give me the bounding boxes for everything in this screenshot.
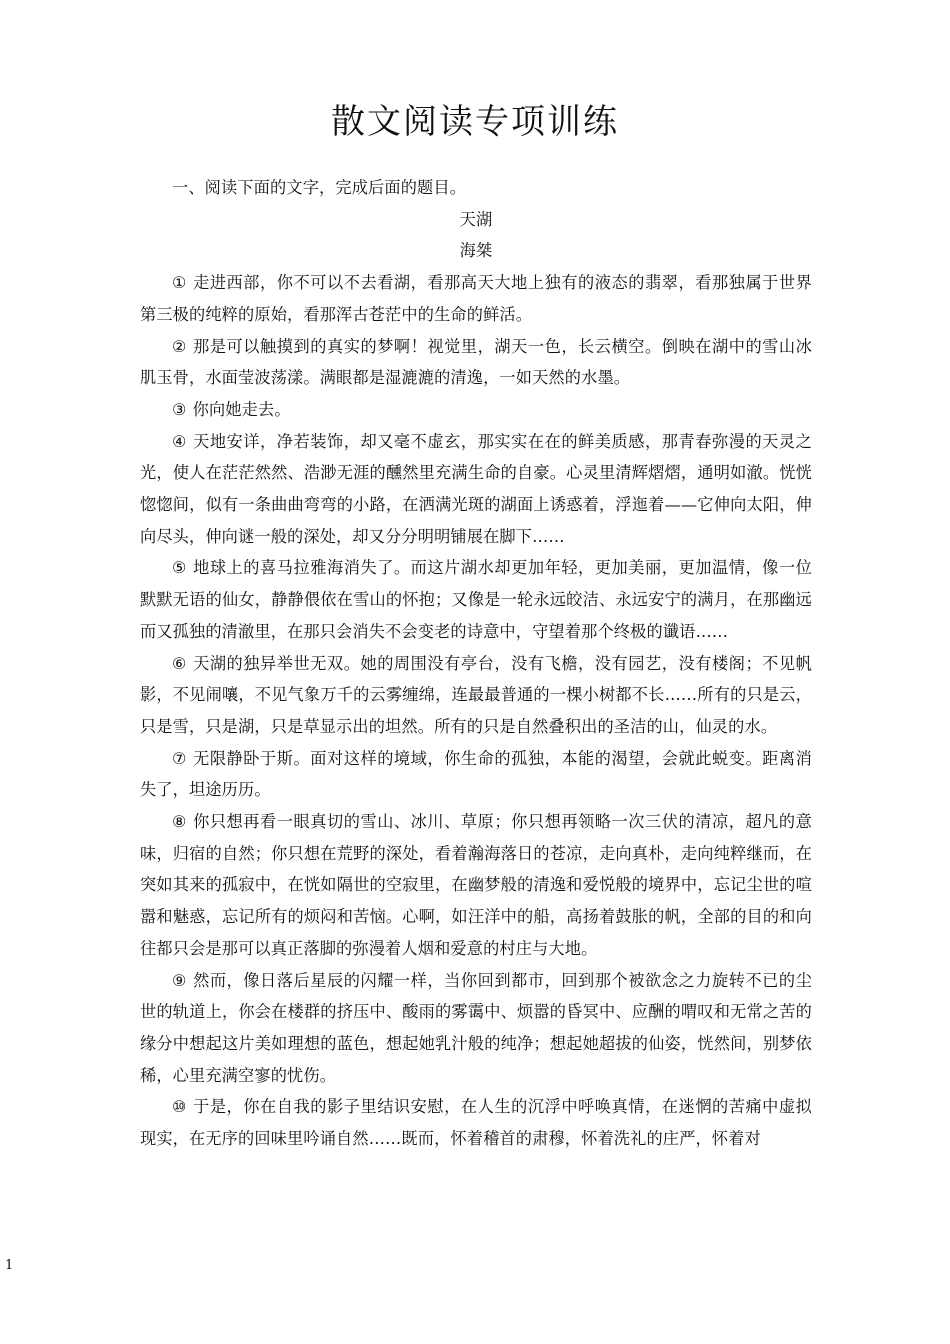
paragraph-text: 然而，像日落后星辰的闪耀一样，当你回到都市，回到那个被欲念之力旋转不已的尘世的轨道上，你会在楼群的挤压中、酸雨的雾霭中、烦嚣的昏冥中、应酬的喟叹和无常之苦的缘分中想起这片美如理想的蓝色，想起她乳汁般的纯净；想起她超拔的仙姿，恍然间，别梦依稀，心里充满空寥的忧伤。 <box>140 970 812 1085</box>
paragraph-number: ⑦ <box>172 748 188 768</box>
paragraph-5 <box>140 552 812 647</box>
paragraph-text: 天湖的独异举世无双。她的周围没有亭台，没有飞檐，没有园艺，没有楼阁；不见帆影，不见闹嚷，不见气象万千的云雾缠绵，连最最普通的一棵小树都不长……所有的只是云，只是雪，只是湖，只是草显示出的坦然。所有的只是自然叠积出的圣洁的山，仙灵的水。 <box>140 653 812 736</box>
paragraph-1 <box>140 267 812 330</box>
paragraph-number: ③ <box>172 399 187 419</box>
paragraph-9 <box>140 965 812 1092</box>
paragraph-number: ① <box>172 273 188 293</box>
essay-author: 海桀 <box>459 241 493 261</box>
paragraph-text: 天地安详，净若装饰，却又毫不虚玄，那实实在在的鲜美质感，那青春弥漫的天灵之光，使人在茫茫然然、浩渺无涯的醺然里充满生命的自豪。心灵里清辉熠熠，通明如澈。恍恍惚惚间，似有一条曲曲弯弯的小路，在洒满光斑的湖面上诱惑着，浮迤着——它伸向太阳，伸向尽头，伸向谜一般的深处，却又分分明明铺展在脚下…… <box>140 431 812 546</box>
paragraph-text: 于是，你在自我的影子里结识安慰，在人生的沉浮中呼唤真情，在迷惘的苦痛中虚拟现实，在无序的回味里吟诵自然……既而，怀着稽首的肃穆，怀着洗礼的庄严，怀着对 <box>140 1097 812 1149</box>
paragraph-8 <box>140 806 812 965</box>
paragraph-10 <box>140 1091 812 1154</box>
paragraph-number: ⑩ <box>172 1097 188 1117</box>
paragraph-2 <box>140 331 812 394</box>
paragraph-text: 你只想再看一眼真切的雪山、冰川、草原；你只想再领略一次三伏的清凉，超凡的意味，归宿的自然；你只想在荒野的深处，看着瀚海落日的苍凉，走向真朴，走向纯粹继而，在突如其来的孤寂中，在恍如隔世的空寂里，在幽梦般的清逸和爱悦般的境界中，忘记尘世的喧嚣和魅惑，忘记所有的烦闷和苦恼。心啊，如汪洋中的船，高扬着鼓胀的帆，全部的目的和向往都只会是那可以真正落脚的弥漫着人烟和爱意的村庄与大地。 <box>140 812 812 958</box>
paragraph-number: ④ <box>172 431 188 451</box>
paragraph-text: 无限静卧于斯。面对这样的境域，你生命的孤独，本能的渴望，会就此蜕变。距离消失了，坦途历历。 <box>140 748 812 800</box>
paragraph-4 <box>140 426 812 553</box>
paragraph-number: ② <box>172 336 188 356</box>
paragraph-text: 地球上的喜马拉雅海消失了。而这片湖水却更加年轻，更加美丽，更加温情，像一位默默无语的仙女，静静偎依在雪山的怀抱；又像是一轮永远皎洁、永远安宁的满月，在那幽远而又孤独的清澈里，在那只会消失不会变老的诗意中，守望着那个终极的谶语…… <box>140 558 812 641</box>
paragraph-text: 走进西部，你不可以不去看湖，看那高天大地上独有的液态的翡翠，看那独属于世界第三极的纯粹的原始，看那浑古苍茫中的生命的鲜活。 <box>140 273 812 324</box>
essay-title: 天湖 <box>459 209 493 229</box>
paragraph-number: ⑤ <box>172 558 188 578</box>
paragraph-7 <box>140 743 812 806</box>
paragraph-text: 那是可以触摸到的真实的梦啊！视觉里，湖天一色，长云横空。倒映在湖中的雪山冰肌玉骨，水面莹波荡漾。满眼都是湿漉漉的清逸，一如天然的水墨。 <box>140 336 812 388</box>
document-body <box>140 172 812 1155</box>
paragraph-6 <box>140 648 812 743</box>
page-title: 散文阅读专项训练 <box>331 102 619 142</box>
paragraph-3 <box>140 394 812 426</box>
paragraph-number: ⑥ <box>172 653 188 673</box>
instruction-text: 一、阅读下面的文字，完成后面的题目。 <box>172 178 467 197</box>
paragraph-number: ⑨ <box>172 970 188 990</box>
paragraph-text: 你向她走去。 <box>192 399 291 419</box>
page-number: 1 <box>5 1258 14 1273</box>
paragraph-number: ⑧ <box>172 812 188 832</box>
